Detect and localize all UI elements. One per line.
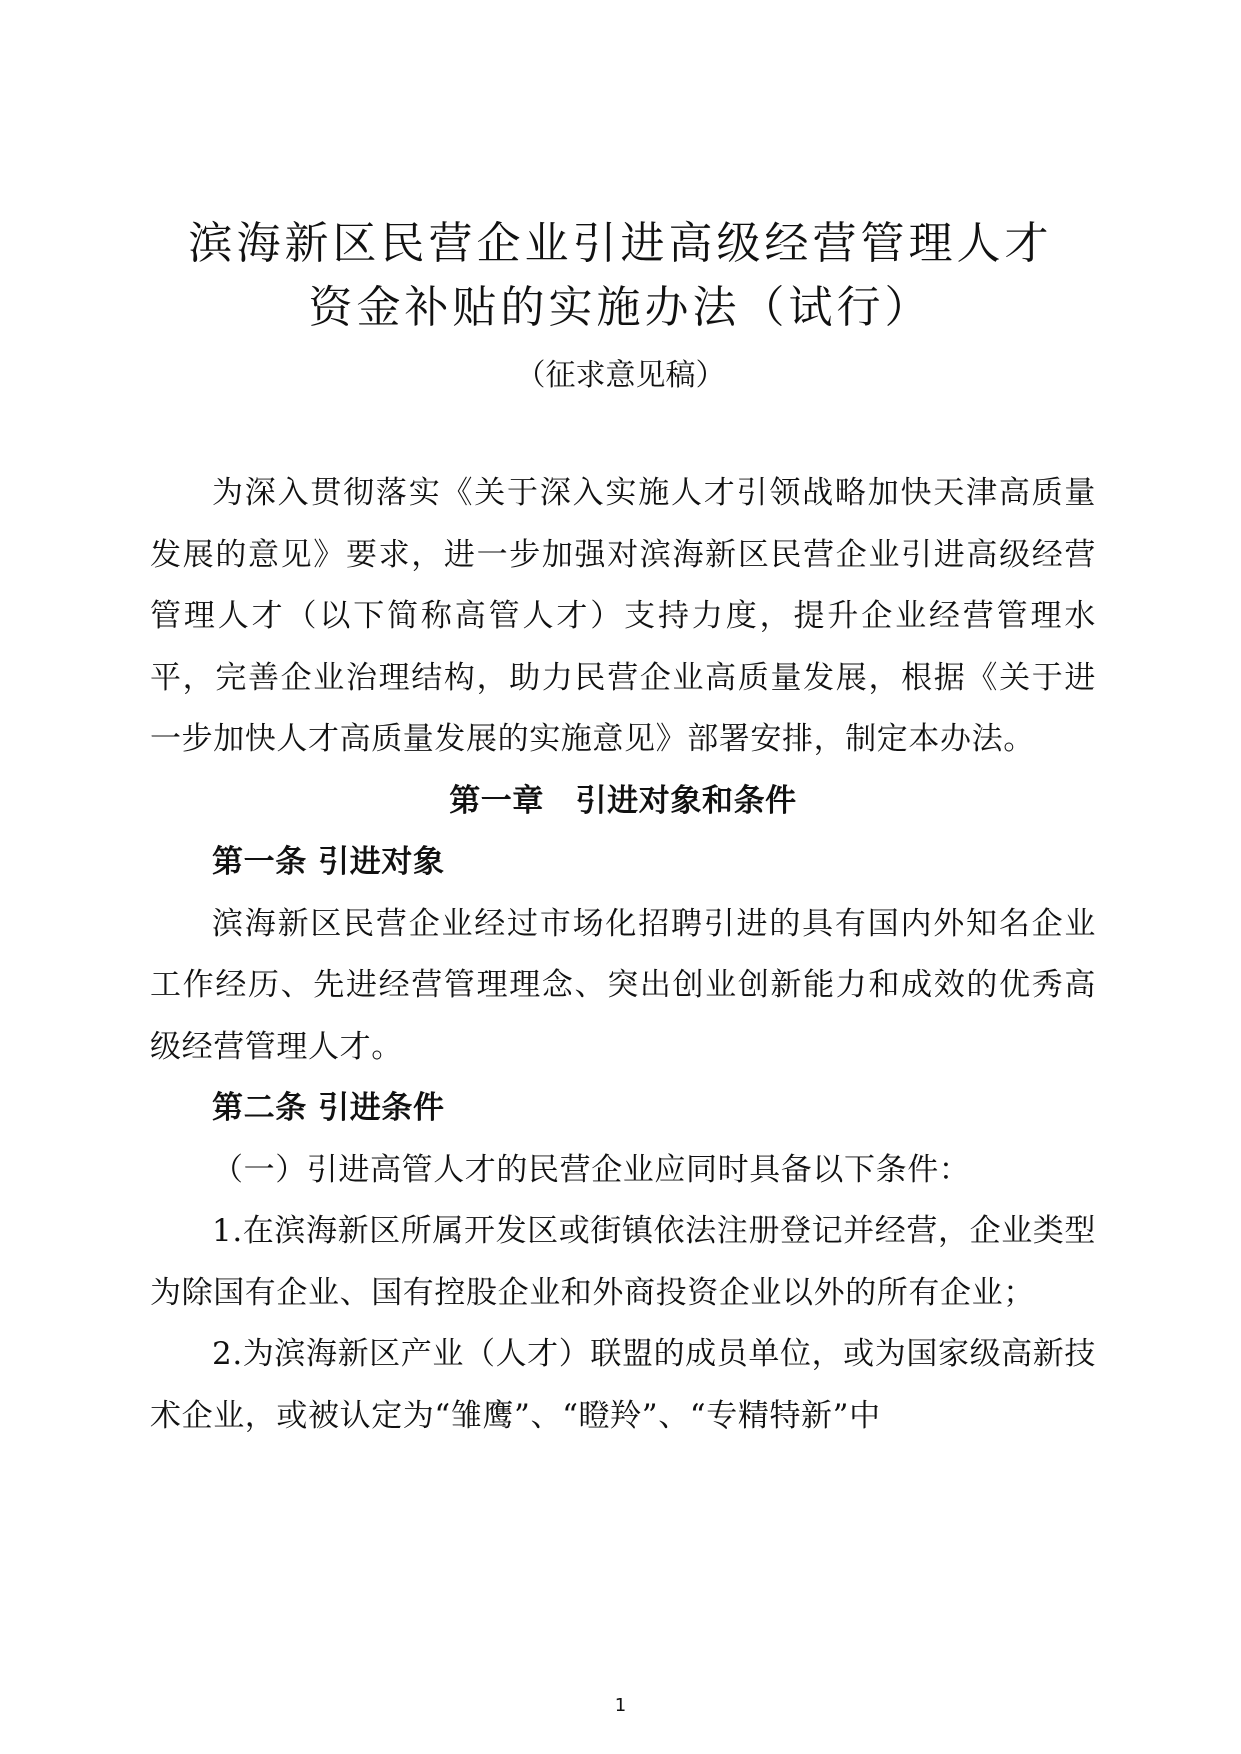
article-2-item-1-1: 1.在滨海新区所属开发区或街镇依法注册登记并经营，企业类型为除国有企业、国有控股企业和外商投资企业以外的所有企业； xyxy=(150,1213,1096,1311)
article-1-text: 滨海新区民营企业经过市场化招聘引进的具有国内外知名企业工作经历、先进经营管理理念、突出创业创新能力和成效的优秀高级经营管理人才。 xyxy=(150,905,1096,1065)
article-2-item-1-2: 2.为滨海新区产业（人才）联盟的成员单位，或为国家级高新技术企业，或被认定为“雏鹰”、“瞪羚”、“专精特新”中 xyxy=(150,1336,1096,1434)
article-2-heading: 第二条 引进条件 xyxy=(212,1090,445,1126)
page-number: 1 xyxy=(614,1695,627,1716)
document-title-line2: 资金补贴的实施办法（试行） xyxy=(308,282,933,333)
article-1-heading: 第一条 引进对象 xyxy=(212,844,445,880)
document-body xyxy=(150,463,1096,1447)
document-title-line1: 滨海新区民营企业引进高级经营管理人才 xyxy=(188,218,1053,269)
document-subtitle: （征求意见稿） xyxy=(515,358,726,393)
intro-paragraph: 为深入贯彻落实《关于深入实施人才引领战略加快天津高质量发展的意见》要求，进一步加强对滨海新区民营企业引进高级经营管理人才（以下简称高管人才）支持力度，提升企业经营管理水平，完善企业治理结构，助力民营企业高质量发展，根据《关于进一步加快人才高质量发展的实施意见》部署安排，制定本办法。 xyxy=(150,475,1096,757)
article-2-item-1-intro: （一）引进高管人才的民营企业应同时具备以下条件： xyxy=(212,1151,971,1188)
chapter-heading: 第一章 引进对象和条件 xyxy=(449,782,797,819)
